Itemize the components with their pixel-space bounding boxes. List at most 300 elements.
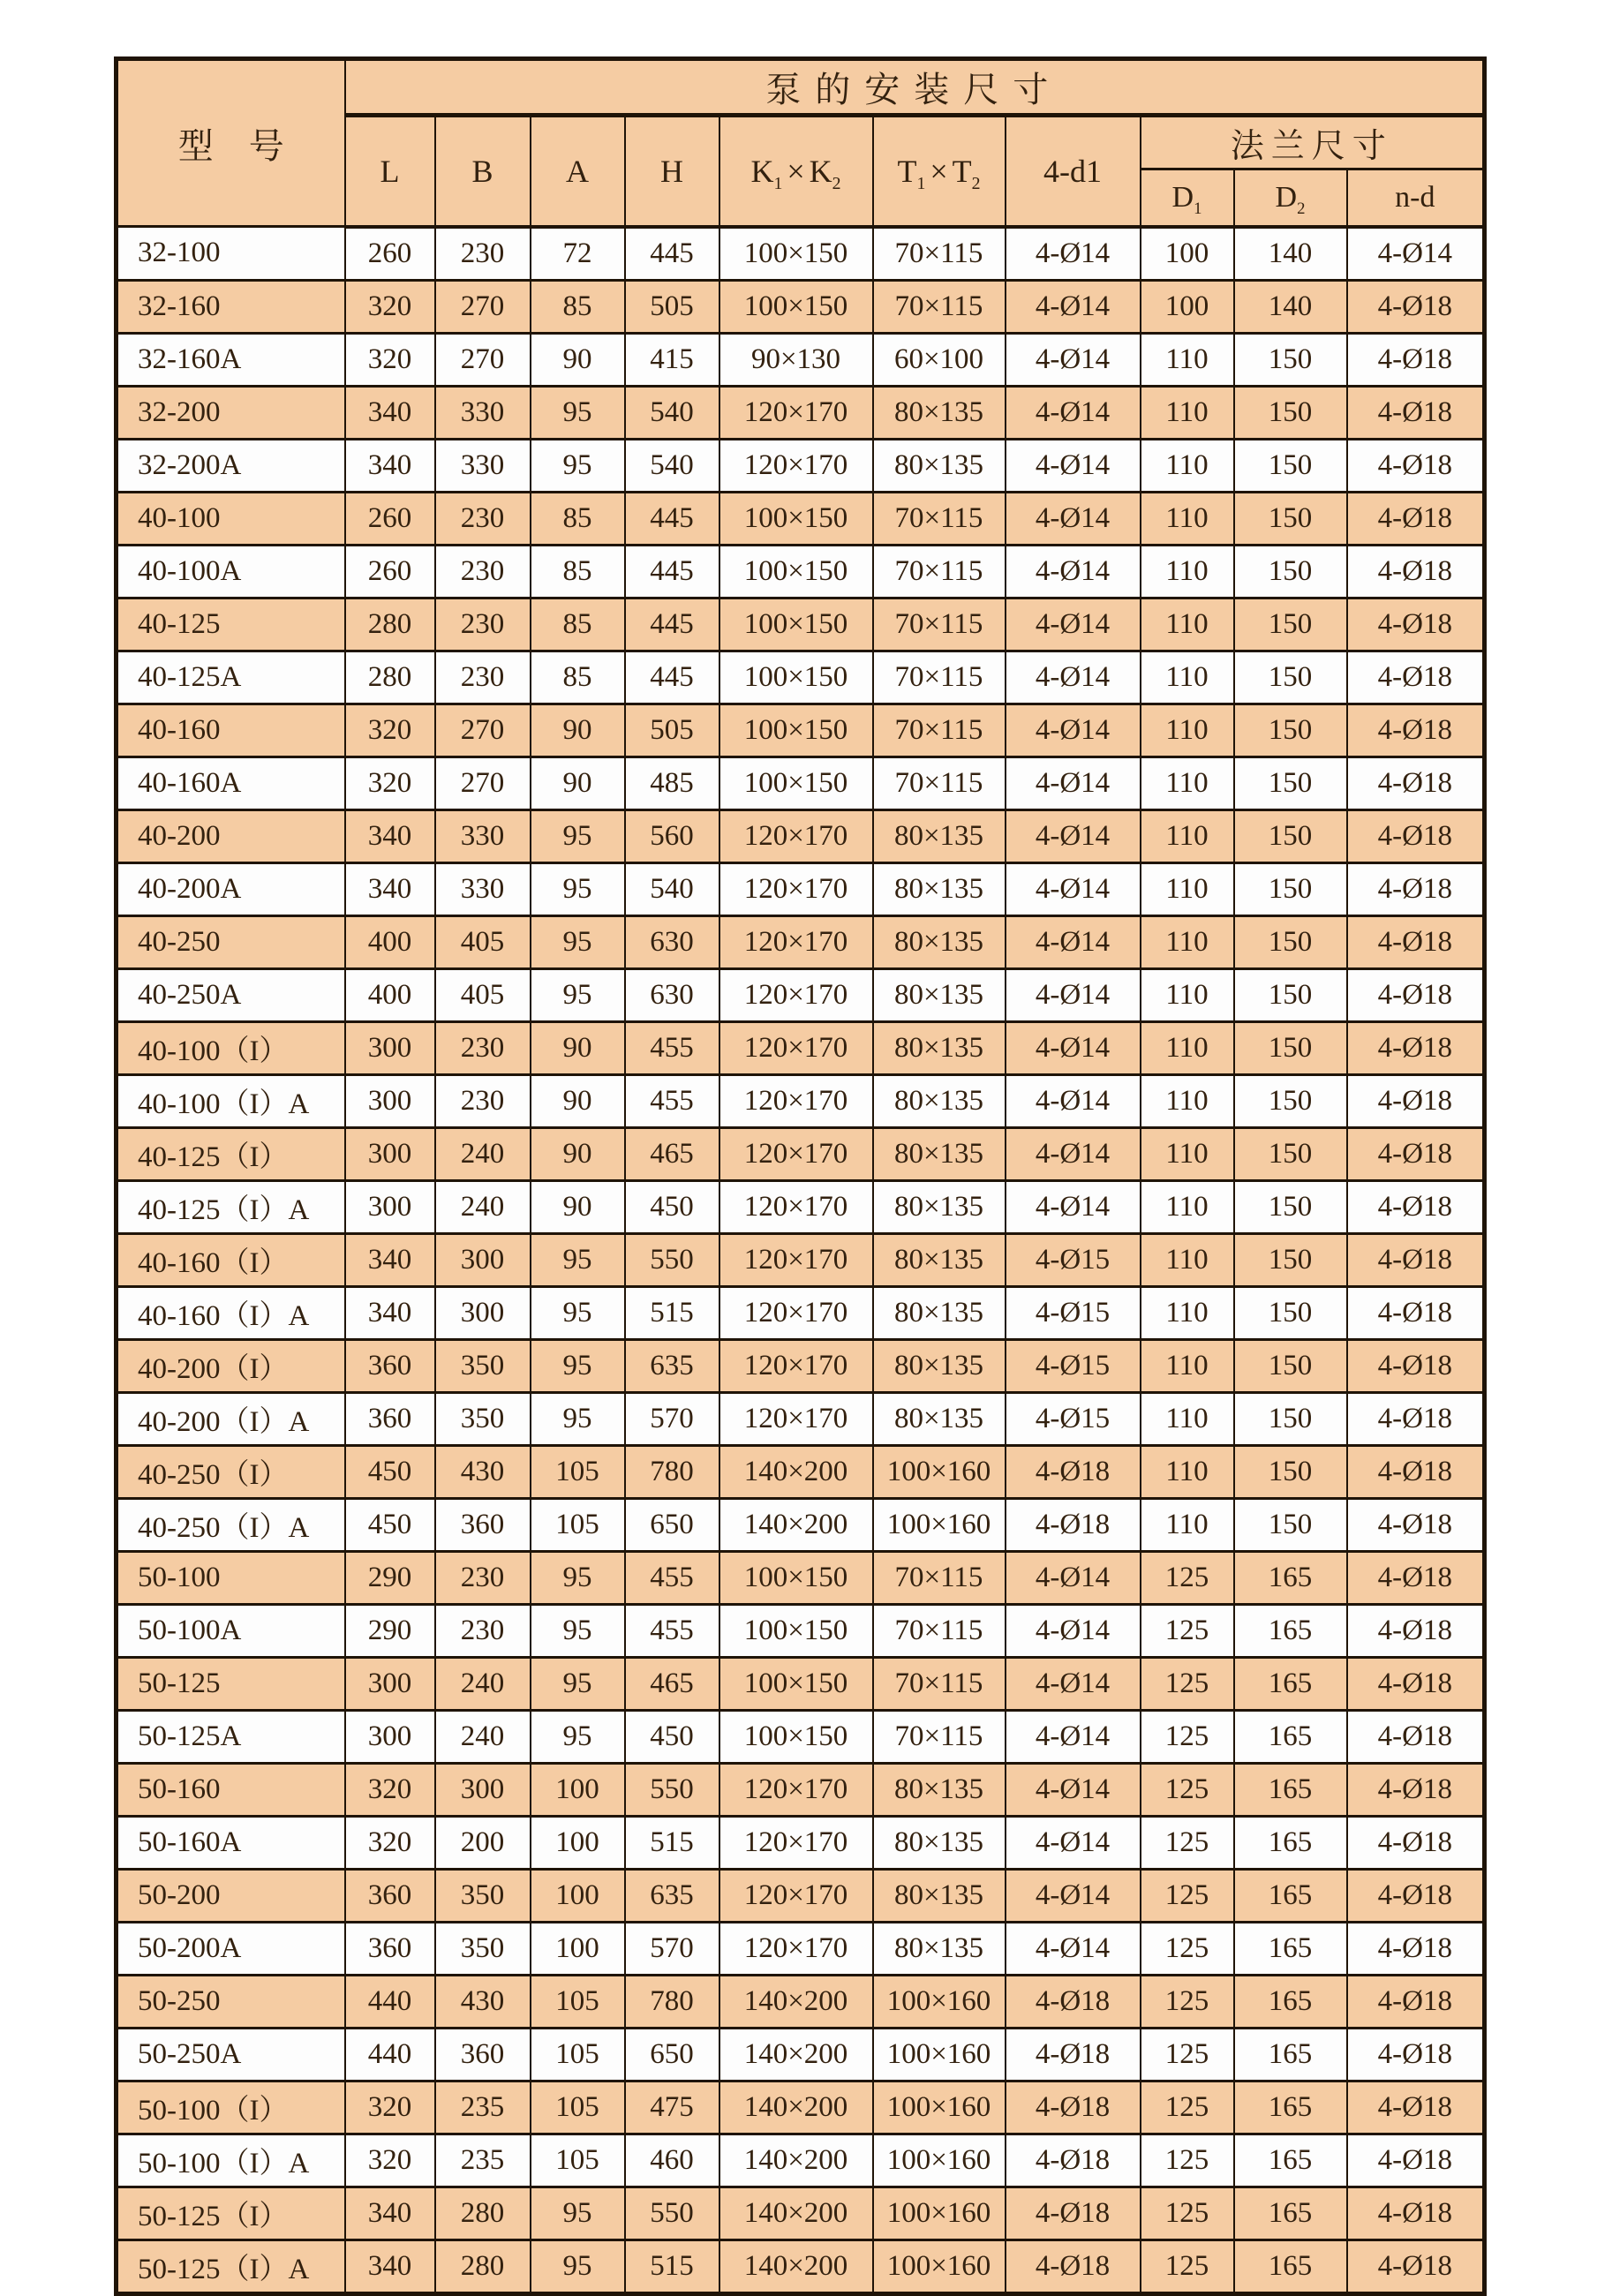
table-row xyxy=(117,1074,1485,1127)
cell-4d1: 4-Ø14 xyxy=(1006,1551,1141,1604)
cell-H: 540 xyxy=(625,386,719,439)
cell-model: 40-250 xyxy=(117,915,345,968)
cell-D2: 150 xyxy=(1234,757,1347,809)
cell-H: 630 xyxy=(625,968,719,1021)
cell-4d1: 4-Ø18 xyxy=(1006,2028,1141,2081)
cell-A: 90 xyxy=(531,757,625,809)
table-row xyxy=(117,2240,1485,2293)
cell-D2: 165 xyxy=(1234,2240,1347,2293)
cell-T1T2: 60×100 xyxy=(873,333,1006,386)
cell-L: 340 xyxy=(345,862,435,915)
cell-A: 95 xyxy=(531,968,625,1021)
table-row xyxy=(117,968,1485,1021)
cell-A: 100 xyxy=(531,1816,625,1869)
cell-K1K2: 140×200 xyxy=(719,1975,873,2028)
cell-T1T2: 70×115 xyxy=(873,545,1006,598)
cell-L: 360 xyxy=(345,1869,435,1922)
table-row xyxy=(117,1445,1485,1498)
header-col-B: B xyxy=(435,116,531,227)
cell-D2: 150 xyxy=(1234,968,1347,1021)
cell-K1K2: 120×170 xyxy=(719,1021,873,1074)
cell-4d1: 4-Ø14 xyxy=(1006,1021,1141,1074)
d2-label: D xyxy=(1275,180,1298,214)
cell-L: 360 xyxy=(345,1922,435,1975)
table-row xyxy=(117,2134,1485,2187)
cell-D2: 150 xyxy=(1234,1127,1347,1180)
cell-B: 240 xyxy=(435,1180,531,1233)
cell-T1T2: 100×160 xyxy=(873,2081,1006,2134)
table-row xyxy=(117,598,1485,651)
cell-D1: 110 xyxy=(1141,1074,1234,1127)
table-row xyxy=(117,2187,1485,2240)
cell-T1T2: 100×160 xyxy=(873,1498,1006,1551)
cell-B: 430 xyxy=(435,1975,531,2028)
cell-H: 550 xyxy=(625,2187,719,2240)
cell-K1K2: 120×170 xyxy=(719,1286,873,1339)
cell-A: 95 xyxy=(531,1551,625,1604)
cell-model: 50-160A xyxy=(117,1816,345,1869)
cell-A: 95 xyxy=(531,809,625,862)
table-row xyxy=(117,1922,1485,1975)
cell-A: 105 xyxy=(531,1498,625,1551)
cell-A: 105 xyxy=(531,2081,625,2134)
cell-B: 200 xyxy=(435,1816,531,1869)
cell-model: 40-125 xyxy=(117,598,345,651)
header-col-D1 xyxy=(1141,169,1234,227)
cell-B: 360 xyxy=(435,2028,531,2081)
cell-nd: 4-Ø14 xyxy=(1347,227,1485,281)
cell-B: 350 xyxy=(435,1869,531,1922)
cell-A: 90 xyxy=(531,1021,625,1074)
table-row xyxy=(117,757,1485,809)
cell-B: 300 xyxy=(435,1233,531,1286)
cell-D1: 110 xyxy=(1141,862,1234,915)
cell-B: 300 xyxy=(435,1763,531,1816)
cell-model: 50-200A xyxy=(117,1922,345,1975)
cell-D2: 150 xyxy=(1234,1498,1347,1551)
cell-D1: 110 xyxy=(1141,439,1234,492)
cell-L: 320 xyxy=(345,2081,435,2134)
cell-nd: 4-Ø18 xyxy=(1347,915,1485,968)
cell-B: 230 xyxy=(435,227,531,281)
cell-T1T2: 80×135 xyxy=(873,1286,1006,1339)
cell-D1: 125 xyxy=(1141,1975,1234,2028)
cell-K1K2: 140×200 xyxy=(719,2134,873,2187)
cell-T1T2: 70×115 xyxy=(873,1710,1006,1763)
cell-T1T2: 80×135 xyxy=(873,1180,1006,1233)
table-row xyxy=(117,1180,1485,1233)
cell-L: 340 xyxy=(345,439,435,492)
cell-L: 340 xyxy=(345,386,435,439)
cell-L: 260 xyxy=(345,492,435,545)
cell-nd: 4-Ø18 xyxy=(1347,1233,1485,1286)
cell-H: 485 xyxy=(625,757,719,809)
cell-A: 95 xyxy=(531,439,625,492)
cell-D2: 165 xyxy=(1234,2187,1347,2240)
cell-L: 440 xyxy=(345,2028,435,2081)
cell-K1K2: 100×150 xyxy=(719,492,873,545)
cell-H: 515 xyxy=(625,1816,719,1869)
cell-H: 630 xyxy=(625,915,719,968)
cell-K1K2: 100×150 xyxy=(719,1710,873,1763)
table-row xyxy=(117,1657,1485,1710)
cell-H: 415 xyxy=(625,333,719,386)
cell-K1K2: 100×150 xyxy=(719,757,873,809)
cell-T1T2: 100×160 xyxy=(873,2028,1006,2081)
cell-4d1: 4-Ø14 xyxy=(1006,1710,1141,1763)
cell-K1K2: 120×170 xyxy=(719,386,873,439)
table-row xyxy=(117,545,1485,598)
cell-L: 340 xyxy=(345,1233,435,1286)
cell-nd: 4-Ø18 xyxy=(1347,1657,1485,1710)
cell-T1T2: 70×115 xyxy=(873,1604,1006,1657)
cell-L: 400 xyxy=(345,915,435,968)
cell-K1K2: 100×150 xyxy=(719,1657,873,1710)
cell-4d1: 4-Ø14 xyxy=(1006,386,1141,439)
table-row xyxy=(117,1869,1485,1922)
cell-D1: 110 xyxy=(1141,492,1234,545)
cell-D1: 125 xyxy=(1141,2134,1234,2187)
cell-T1T2: 80×135 xyxy=(873,1074,1006,1127)
t2-label: T xyxy=(952,153,972,189)
table-row xyxy=(117,439,1485,492)
cell-T1T2: 80×135 xyxy=(873,1922,1006,1975)
cell-L: 340 xyxy=(345,2187,435,2240)
cell-K1K2: 120×170 xyxy=(719,968,873,1021)
cell-D1: 125 xyxy=(1141,1869,1234,1922)
cell-D2: 150 xyxy=(1234,386,1347,439)
cell-D1: 110 xyxy=(1141,1286,1234,1339)
cell-model: 40-100A xyxy=(117,545,345,598)
cell-D2: 150 xyxy=(1234,862,1347,915)
cell-D1: 125 xyxy=(1141,1710,1234,1763)
cell-A: 85 xyxy=(531,545,625,598)
cell-A: 95 xyxy=(531,1286,625,1339)
cell-nd: 4-Ø18 xyxy=(1347,1922,1485,1975)
cell-4d1: 4-Ø14 xyxy=(1006,1816,1141,1869)
cell-D1: 125 xyxy=(1141,1922,1234,1975)
cell-T1T2: 80×135 xyxy=(873,439,1006,492)
cell-H: 550 xyxy=(625,1763,719,1816)
cell-4d1: 4-Ø14 xyxy=(1006,968,1141,1021)
cell-A: 105 xyxy=(531,1445,625,1498)
cell-model: 40-160（I）A xyxy=(117,1286,345,1339)
cell-K1K2: 120×170 xyxy=(719,809,873,862)
cell-model: 32-200A xyxy=(117,439,345,492)
cell-B: 330 xyxy=(435,386,531,439)
cell-L: 340 xyxy=(345,2240,435,2293)
cell-D1: 100 xyxy=(1141,227,1234,281)
cell-nd: 4-Ø18 xyxy=(1347,280,1485,333)
cell-model: 50-160 xyxy=(117,1763,345,1816)
cell-H: 635 xyxy=(625,1869,719,1922)
cell-D2: 150 xyxy=(1234,651,1347,704)
cell-D1: 110 xyxy=(1141,1127,1234,1180)
cell-4d1: 4-Ø14 xyxy=(1006,757,1141,809)
cell-A: 90 xyxy=(531,1074,625,1127)
cell-nd: 4-Ø18 xyxy=(1347,545,1485,598)
k2-subscript: 2 xyxy=(832,173,841,193)
table-row xyxy=(117,1021,1485,1074)
cell-nd: 4-Ø18 xyxy=(1347,1498,1485,1551)
cell-T1T2: 100×160 xyxy=(873,2187,1006,2240)
header-col-A: A xyxy=(531,116,625,227)
cell-H: 445 xyxy=(625,227,719,281)
cell-T1T2: 70×115 xyxy=(873,651,1006,704)
cell-D2: 165 xyxy=(1234,2134,1347,2187)
cell-nd: 4-Ø18 xyxy=(1347,2081,1485,2134)
cell-B: 230 xyxy=(435,1021,531,1074)
cell-4d1: 4-Ø14 xyxy=(1006,704,1141,757)
cell-H: 445 xyxy=(625,492,719,545)
cell-4d1: 4-Ø14 xyxy=(1006,1657,1141,1710)
cell-L: 290 xyxy=(345,1604,435,1657)
cell-4d1: 4-Ø14 xyxy=(1006,1604,1141,1657)
cell-H: 540 xyxy=(625,439,719,492)
cell-A: 85 xyxy=(531,651,625,704)
cell-D2: 150 xyxy=(1234,915,1347,968)
cell-D2: 150 xyxy=(1234,598,1347,651)
cell-model: 32-160A xyxy=(117,333,345,386)
cell-A: 95 xyxy=(531,2240,625,2293)
cell-A: 90 xyxy=(531,704,625,757)
cell-T1T2: 80×135 xyxy=(873,809,1006,862)
cell-K1K2: 140×200 xyxy=(719,1445,873,1498)
cell-T1T2: 80×135 xyxy=(873,1763,1006,1816)
cell-B: 350 xyxy=(435,1339,531,1392)
table-row xyxy=(117,1392,1485,1445)
cell-D1: 110 xyxy=(1141,386,1234,439)
cell-H: 450 xyxy=(625,1710,719,1763)
cell-model: 40-200A xyxy=(117,862,345,915)
cell-L: 450 xyxy=(345,1445,435,1498)
cell-D2: 150 xyxy=(1234,1286,1347,1339)
header-col-L: L xyxy=(345,116,435,227)
cell-4d1: 4-Ø14 xyxy=(1006,1180,1141,1233)
cell-L: 300 xyxy=(345,1127,435,1180)
cell-A: 105 xyxy=(531,1975,625,2028)
cell-D2: 150 xyxy=(1234,1180,1347,1233)
cell-D1: 110 xyxy=(1141,1021,1234,1074)
cell-H: 445 xyxy=(625,545,719,598)
times-symbol: × xyxy=(787,153,805,189)
cell-H: 455 xyxy=(625,1604,719,1657)
cell-K1K2: 140×200 xyxy=(719,2187,873,2240)
cell-H: 650 xyxy=(625,1498,719,1551)
cell-B: 330 xyxy=(435,439,531,492)
cell-H: 460 xyxy=(625,2134,719,2187)
cell-4d1: 4-Ø14 xyxy=(1006,1869,1141,1922)
cell-B: 230 xyxy=(435,545,531,598)
cell-L: 440 xyxy=(345,1975,435,2028)
cell-nd: 4-Ø18 xyxy=(1347,2028,1485,2081)
cell-B: 270 xyxy=(435,280,531,333)
cell-nd: 4-Ø18 xyxy=(1347,1339,1485,1392)
cell-D2: 150 xyxy=(1234,439,1347,492)
cell-model: 40-125（I） xyxy=(117,1127,345,1180)
cell-K1K2: 100×150 xyxy=(719,704,873,757)
cell-H: 445 xyxy=(625,651,719,704)
header-model: 型 号 xyxy=(117,59,345,227)
cell-L: 320 xyxy=(345,1763,435,1816)
cell-L: 400 xyxy=(345,968,435,1021)
header-col-nd: n-d xyxy=(1347,169,1485,227)
cell-D2: 150 xyxy=(1234,1074,1347,1127)
cell-4d1: 4-Ø14 xyxy=(1006,651,1141,704)
cell-D2: 165 xyxy=(1234,1763,1347,1816)
cell-H: 505 xyxy=(625,704,719,757)
cell-D2: 150 xyxy=(1234,1392,1347,1445)
cell-H: 455 xyxy=(625,1551,719,1604)
cell-K1K2: 90×130 xyxy=(719,333,873,386)
cell-4d1: 4-Ø14 xyxy=(1006,227,1141,281)
cell-D1: 110 xyxy=(1141,651,1234,704)
cell-A: 95 xyxy=(531,1604,625,1657)
header-col-T1T2 xyxy=(873,116,1006,227)
header-col-K1K2 xyxy=(719,116,873,227)
cell-H: 450 xyxy=(625,1180,719,1233)
cell-D1: 110 xyxy=(1141,1233,1234,1286)
cell-D1: 125 xyxy=(1141,2187,1234,2240)
cell-T1T2: 70×115 xyxy=(873,492,1006,545)
cell-D2: 165 xyxy=(1234,1922,1347,1975)
cell-model: 32-100 xyxy=(117,227,345,281)
table-row xyxy=(117,1604,1485,1657)
cell-nd: 4-Ø18 xyxy=(1347,492,1485,545)
cell-nd: 4-Ø18 xyxy=(1347,1975,1485,2028)
cell-nd: 4-Ø18 xyxy=(1347,1816,1485,1869)
cell-model: 50-100（I）A xyxy=(117,2134,345,2187)
cell-A: 100 xyxy=(531,1869,625,1922)
cell-nd: 4-Ø18 xyxy=(1347,598,1485,651)
table-row xyxy=(117,1816,1485,1869)
cell-T1T2: 70×115 xyxy=(873,704,1006,757)
cell-4d1: 4-Ø18 xyxy=(1006,2134,1141,2187)
cell-B: 240 xyxy=(435,1657,531,1710)
header-row-1 xyxy=(117,59,1485,116)
t1-label: T xyxy=(897,153,917,189)
cell-T1T2: 80×135 xyxy=(873,1339,1006,1392)
table-row xyxy=(117,492,1485,545)
cell-nd: 4-Ø18 xyxy=(1347,333,1485,386)
k1-label: K xyxy=(750,153,774,189)
table-row xyxy=(117,386,1485,439)
cell-H: 515 xyxy=(625,1286,719,1339)
cell-4d1: 4-Ø14 xyxy=(1006,439,1141,492)
cell-D2: 140 xyxy=(1234,227,1347,281)
cell-A: 95 xyxy=(531,386,625,439)
cell-K1K2: 120×170 xyxy=(719,915,873,968)
cell-T1T2: 80×135 xyxy=(873,1127,1006,1180)
cell-T1T2: 80×135 xyxy=(873,1816,1006,1869)
d1-subscript: 1 xyxy=(1194,199,1202,218)
table-row xyxy=(117,915,1485,968)
cell-A: 95 xyxy=(531,1392,625,1445)
cell-model: 40-160（I） xyxy=(117,1233,345,1286)
cell-D2: 165 xyxy=(1234,2028,1347,2081)
cell-D2: 165 xyxy=(1234,1975,1347,2028)
cell-4d1: 4-Ø18 xyxy=(1006,1498,1141,1551)
times-symbol: × xyxy=(930,153,948,189)
cell-nd: 4-Ø18 xyxy=(1347,1763,1485,1816)
cell-K1K2: 100×150 xyxy=(719,651,873,704)
cell-T1T2: 80×135 xyxy=(873,915,1006,968)
cell-K1K2: 120×170 xyxy=(719,1763,873,1816)
cell-4d1: 4-Ø14 xyxy=(1006,915,1141,968)
cell-nd: 4-Ø18 xyxy=(1347,1392,1485,1445)
cell-B: 280 xyxy=(435,2187,531,2240)
table-row xyxy=(117,1763,1485,1816)
cell-model: 40-200（I） xyxy=(117,1339,345,1392)
cell-B: 360 xyxy=(435,1498,531,1551)
cell-H: 515 xyxy=(625,2240,719,2293)
cell-H: 780 xyxy=(625,1445,719,1498)
pump-dimensions-table xyxy=(114,56,1487,2296)
cell-model: 40-100 xyxy=(117,492,345,545)
cell-K1K2: 120×170 xyxy=(719,1180,873,1233)
cell-H: 465 xyxy=(625,1657,719,1710)
cell-A: 95 xyxy=(531,1339,625,1392)
header-col-4d1: 4-d1 xyxy=(1006,116,1141,227)
cell-H: 570 xyxy=(625,1392,719,1445)
cell-4d1: 4-Ø14 xyxy=(1006,1074,1141,1127)
cell-L: 300 xyxy=(345,1180,435,1233)
cell-H: 465 xyxy=(625,1127,719,1180)
cell-L: 280 xyxy=(345,598,435,651)
cell-D1: 110 xyxy=(1141,968,1234,1021)
cell-nd: 4-Ø18 xyxy=(1347,809,1485,862)
cell-B: 230 xyxy=(435,1074,531,1127)
table-row xyxy=(117,333,1485,386)
cell-A: 105 xyxy=(531,2028,625,2081)
cell-B: 350 xyxy=(435,1392,531,1445)
cell-K1K2: 140×200 xyxy=(719,2081,873,2134)
cell-4d1: 4-Ø14 xyxy=(1006,280,1141,333)
cell-model: 50-250 xyxy=(117,1975,345,2028)
cell-B: 405 xyxy=(435,968,531,1021)
cell-4d1: 4-Ø15 xyxy=(1006,1392,1141,1445)
table-row xyxy=(117,1975,1485,2028)
cell-K1K2: 120×170 xyxy=(719,1869,873,1922)
cell-H: 455 xyxy=(625,1074,719,1127)
cell-nd: 4-Ø18 xyxy=(1347,651,1485,704)
cell-D1: 100 xyxy=(1141,280,1234,333)
cell-D1: 125 xyxy=(1141,2240,1234,2293)
cell-L: 360 xyxy=(345,1392,435,1445)
cell-B: 230 xyxy=(435,1551,531,1604)
cell-D1: 110 xyxy=(1141,1339,1234,1392)
cell-model: 40-160 xyxy=(117,704,345,757)
cell-A: 95 xyxy=(531,862,625,915)
cell-B: 270 xyxy=(435,333,531,386)
cell-model: 40-160A xyxy=(117,757,345,809)
cell-model: 40-200（I）A xyxy=(117,1392,345,1445)
table-row xyxy=(117,1233,1485,1286)
cell-nd: 4-Ø18 xyxy=(1347,1286,1485,1339)
cell-D1: 110 xyxy=(1141,1445,1234,1498)
cell-4d1: 4-Ø14 xyxy=(1006,545,1141,598)
cell-D2: 150 xyxy=(1234,492,1347,545)
cell-D2: 165 xyxy=(1234,1869,1347,1922)
cell-L: 290 xyxy=(345,1551,435,1604)
cell-4d1: 4-Ø14 xyxy=(1006,333,1141,386)
cell-D1: 125 xyxy=(1141,2081,1234,2134)
cell-model: 50-100A xyxy=(117,1604,345,1657)
cell-T1T2: 100×160 xyxy=(873,1445,1006,1498)
cell-4d1: 4-Ø14 xyxy=(1006,1763,1141,1816)
cell-L: 320 xyxy=(345,2134,435,2187)
cell-L: 360 xyxy=(345,1339,435,1392)
